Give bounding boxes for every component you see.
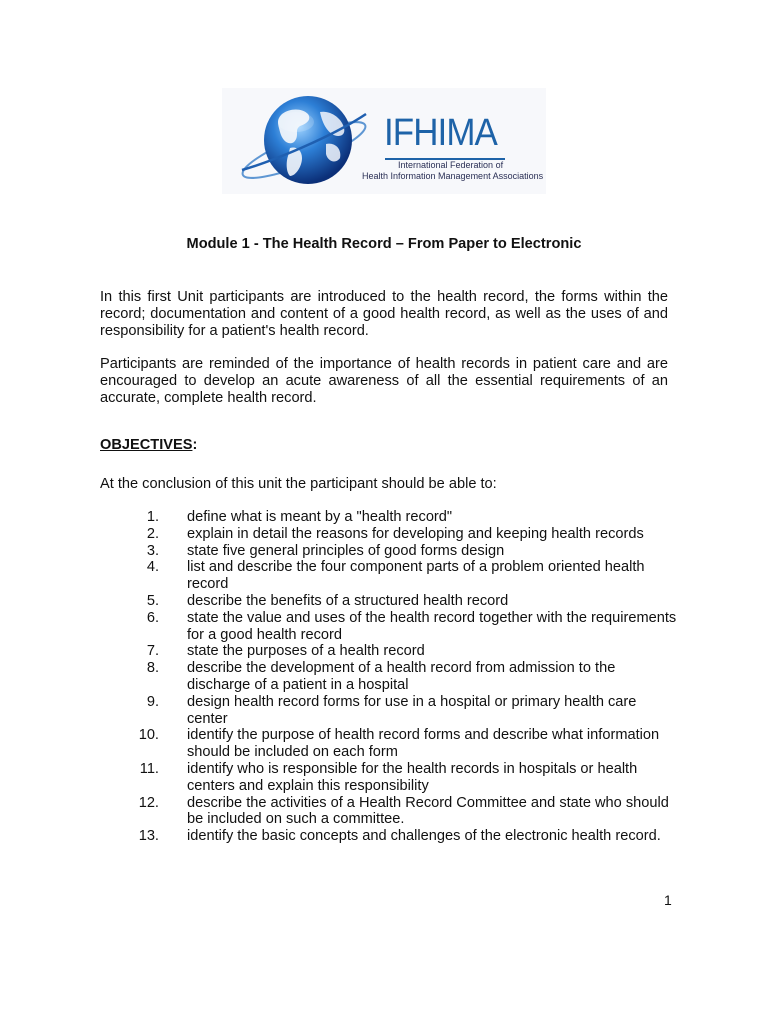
objective-number: 7. — [146, 643, 159, 660]
objective-item — [100, 694, 680, 728]
objective-text: design health record forms for use in a hospital or primary health care center — [187, 693, 637, 727]
objective-item — [100, 761, 680, 795]
objectives-heading-text: OBJECTIVES — [100, 437, 193, 453]
page-number: 1 — [664, 892, 672, 908]
objective-item — [100, 660, 680, 694]
objective-item — [100, 559, 680, 593]
objective-number: 9. — [146, 693, 159, 710]
objective-number: 5. — [146, 592, 159, 609]
objective-number: 8. — [146, 660, 159, 677]
objective-text: define what is meant by a "health record" — [187, 509, 453, 525]
objective-text: identify the purpose of health record forms and describe what information should be included on each form — [187, 727, 660, 761]
objective-text: describe the development of a health record from admission to the discharge of a patient in a hospital — [187, 660, 616, 693]
objective-item — [100, 593, 680, 610]
objective-text: identify the basic concepts and challenges of the electronic health record. — [187, 828, 661, 845]
logo-subtitle-line1: International Federation of — [398, 160, 504, 170]
objective-number: 11. — [139, 760, 159, 777]
objective-number: 4. — [146, 559, 159, 576]
objective-item — [100, 610, 680, 644]
logo-wordmark: IFHIMA — [384, 112, 497, 154]
objective-number: 1. — [146, 509, 159, 525]
objective-text: identify who is responsible for the health records in hospitals or health centers and explain this responsibility — [187, 760, 638, 794]
objective-text: state the value and uses of the health record together with the requirements for a good health record — [187, 609, 677, 643]
objective-number: 10. — [138, 727, 159, 744]
objective-text: describe the activities of a Health Record Committee and state who should be included on such a committee. — [187, 794, 669, 828]
globe-icon — [230, 92, 380, 192]
objective-item — [100, 509, 680, 526]
objective-text: state the purposes of a health record — [187, 643, 425, 660]
objectives-heading-colon: : — [192, 437, 198, 453]
objective-item — [100, 526, 680, 543]
objective-item — [100, 795, 680, 829]
objective-item — [100, 543, 680, 560]
objective-number: 6. — [146, 609, 159, 626]
logo-subtitle-line2: Health Information Management Associations — [362, 171, 544, 181]
objective-text: state five general principles of good forms design — [187, 542, 505, 559]
objectives-intro: At the conclusion of this unit the participant should be able to: — [100, 476, 497, 492]
intro-paragraph: In this first Unit participants are introduced to the health record, the forms within the record; documentation and content of a good health record, as well as the uses of and responsibility for a patient's health record. — [100, 289, 668, 339]
reminder-paragraph: Participants are reminded of the importance of health records in patient care and are encouraged to develop an acute awareness of all the essential requirements of an accurate, complete health record. — [100, 356, 668, 406]
objectives-list — [100, 509, 680, 845]
objective-number: 3. — [146, 542, 159, 559]
module-title: Module 1 - The Health Record – From Paper to Electronic — [186, 236, 582, 252]
objective-number: 12. — [138, 794, 159, 811]
objective-item — [100, 643, 680, 660]
ifhima-logo — [222, 88, 546, 194]
objective-text: list and describe the four component parts of a problem oriented health record — [187, 559, 645, 593]
objectives-heading — [100, 437, 197, 453]
objective-number: 13. — [138, 828, 159, 845]
objective-item — [100, 828, 680, 845]
objective-item — [100, 727, 680, 761]
objective-text: explain in detail the reasons for developing and keeping health records — [187, 525, 644, 542]
objective-text: describe the benefits of a structured health record — [187, 592, 509, 609]
objective-number: 2. — [146, 525, 159, 542]
